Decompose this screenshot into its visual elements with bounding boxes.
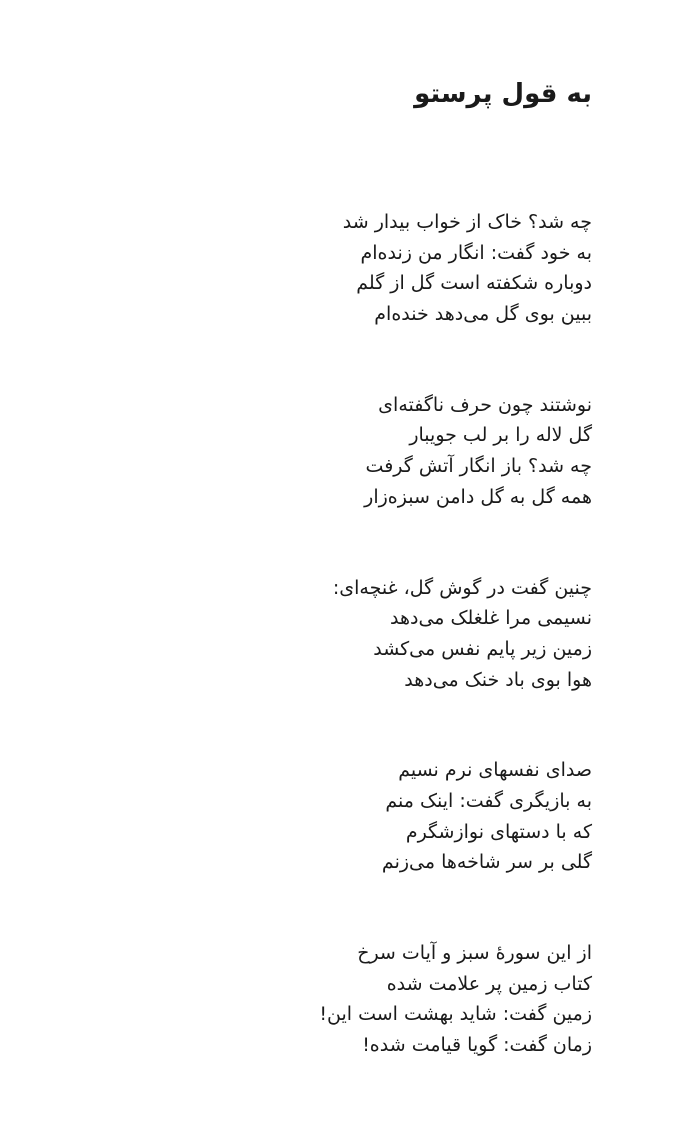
verse-line: زمین زیر پایم نفس می‌کشد	[373, 637, 592, 660]
verse-line: از این سورهٔ سبز و آیات سرخ	[357, 942, 592, 964]
verse-line: چنین گفت در گوش گل، غنچه‌ای:	[332, 576, 592, 599]
stanza-1	[72, 207, 592, 330]
stanza-2	[72, 390, 592, 513]
verse-line: نسیمی مرا غلغلک می‌دهد	[389, 607, 592, 630]
verse-line: گل لاله را بر لب جویبار	[409, 424, 592, 447]
verse-line: زمان گفت: گویا قیامت شده!	[362, 1034, 592, 1057]
verse-line: کتاب زمین پر علامت شده	[386, 972, 592, 995]
verse-line: هوا بوی باد خنک می‌دهد	[404, 668, 592, 691]
poem-title: به قول پرستو	[414, 79, 592, 109]
verse-line: دوباره شکفته است گل از گلم	[356, 272, 592, 295]
poem-body	[72, 207, 592, 1121]
verse-line: به خود گفت: انگار من زنده‌ام	[360, 241, 592, 264]
stanza-5	[72, 938, 592, 1061]
verse-line: که با دستهای نوازشگرم	[405, 820, 592, 843]
verse-line: چه شد؟ خاک از خواب بیدار شد	[342, 211, 592, 233]
verse-line: زمین گفت: شاید بهشت است این!	[319, 1003, 592, 1026]
stanza-3	[72, 573, 592, 696]
verse-line: نوشتند چون حرف ناگفته‌ای	[378, 393, 592, 416]
verse-line: صدای نفسهای نرم نسیم	[398, 759, 592, 782]
verse-line: چه شد؟ باز انگار آتش گرفت	[365, 455, 592, 478]
verse-line: ببین بوی گل می‌دهد خنده‌ام	[374, 303, 592, 326]
verse-line: همه گل به گل دامن سبزه‌زار	[364, 485, 592, 508]
stanza-4	[72, 755, 592, 878]
verse-line: گلی بر سر شاخه‌ها می‌زنم	[381, 851, 592, 874]
verse-line: به بازیگری گفت: اینک منم	[385, 789, 592, 812]
